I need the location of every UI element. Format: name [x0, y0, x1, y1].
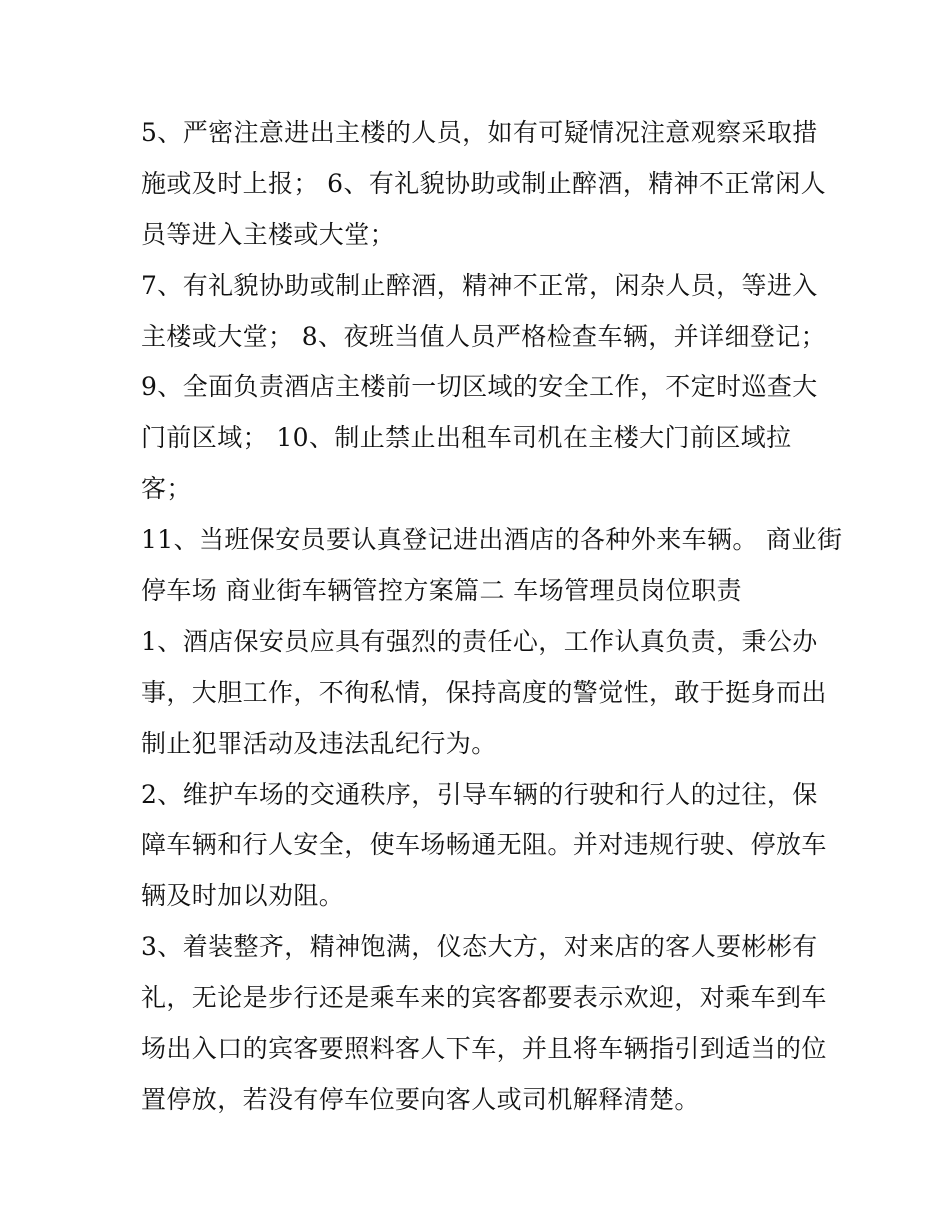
text-line: 辆及时加以劝阻。 — [141, 881, 345, 911]
text-line: 事，大胆工作，不徇私情，保持高度的警觉性，敢于挺身而出 — [141, 677, 827, 707]
text-line: 礼，无论是步行还是乘车来的宾客都要表示欢迎，对乘车到车 — [141, 983, 827, 1013]
text-line: 门前区域； 10、制止禁止出租车司机在主楼大门前区域拉 — [141, 423, 792, 453]
text-line: 制止犯罪活动及违法乱纪行为。 — [141, 728, 497, 758]
text-line: 停车场 商业街车辆管控方案篇二 车场管理员岗位职责 — [141, 576, 742, 606]
text-line: 9、全面负责酒店主楼前一切区域的安全工作，不定时巡查大 — [141, 372, 818, 402]
text-line: 主楼或大堂； 8、夜班当值人员严格检查车辆，并详细登记； — [141, 321, 827, 351]
text-line: 施或及时上报； 6、有礼貌协助或制止醉酒，精神不正常闲人 — [141, 168, 827, 198]
text-line: 3、着装整齐，精神饱满，仪态大方，对来店的客人要彬彬有 — [141, 932, 818, 962]
text-line: 员等进入主楼或大堂； — [141, 219, 396, 249]
text-line: 1、酒店保安员应具有强烈的责任心，工作认真负责，秉公办 — [141, 626, 818, 656]
text-line: 11、当班保安员要认真登记进出酒店的各种外来车辆。 商业街 — [141, 525, 843, 555]
text-line: 客； — [141, 474, 192, 504]
text-line: 2、维护车场的交通秩序，引导车辆的行驶和行人的过往，保 — [141, 779, 818, 809]
text-line: 置停放，若没有停车位要向客人或司机解释清楚。 — [141, 1084, 700, 1114]
text-line: 障车辆和行人安全，使车场畅通无阻。并对违规行驶、停放车 — [141, 830, 827, 860]
text-line: 7、有礼貌协助或制止醉酒，精神不正常，闲杂人员，等进入 — [141, 270, 818, 300]
text-line: 场出入口的宾客要照料客人下车，并且将车辆指引到适当的位 — [141, 1034, 827, 1064]
document-body — [141, 108, 843, 1126]
text-line: 5、严密注意进出主楼的人员，如有可疑情况注意观察采取措 — [141, 118, 818, 147]
